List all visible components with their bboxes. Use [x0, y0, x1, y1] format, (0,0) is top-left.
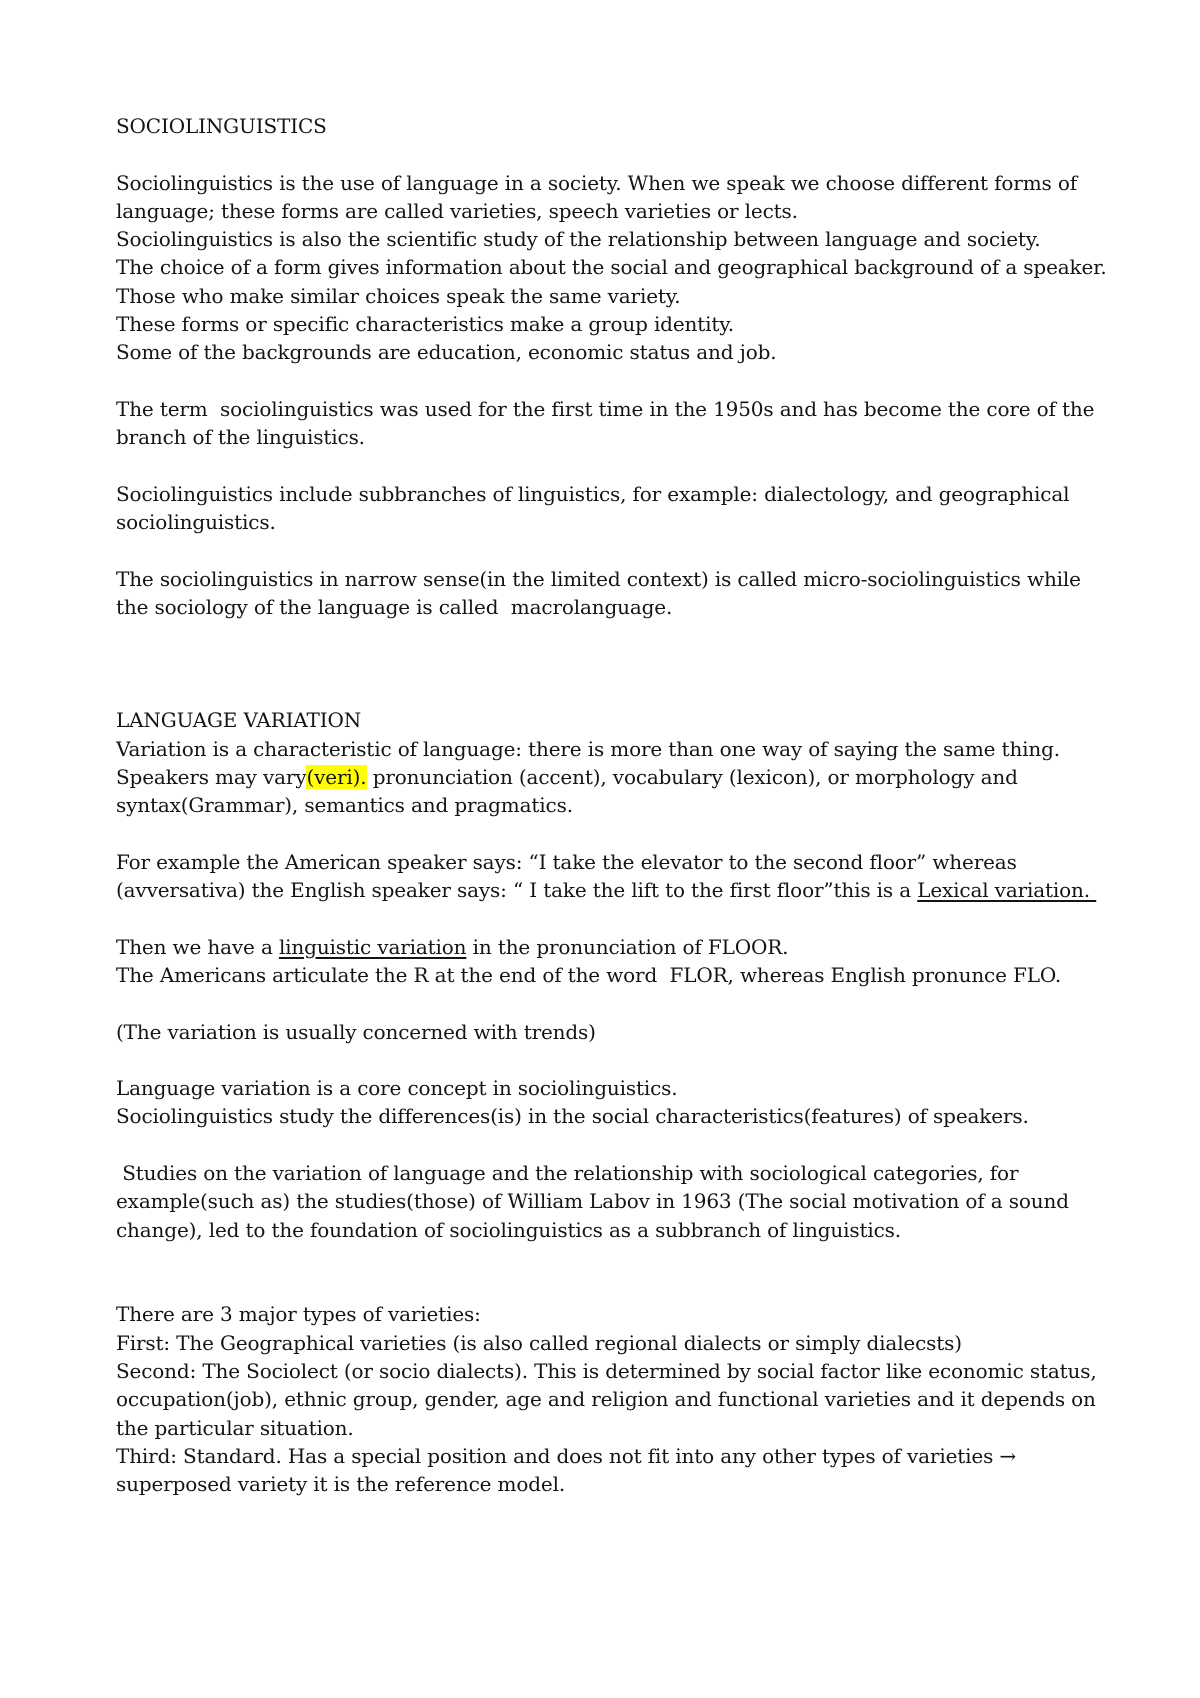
text-line: superposed variety it is the reference model.: [116, 1472, 566, 1497]
text-line: Some of the backgrounds are education, economic status and job.: [116, 340, 777, 365]
text-line: branch of the linguistics.: [116, 425, 365, 450]
text-line: Third: Standard. Has a special position and does not fit into any other types of varieties →: [116, 1443, 1017, 1468]
text-line: The sociolinguistics in narrow sense(in the limited context) is called micro-sociolinguistics while: [116, 566, 1081, 591]
text-line: The Americans articulate the R at the end of the word FLOR, whereas English pronunce FLO.: [116, 962, 1062, 987]
paragraph-term-history: [116, 395, 1096, 452]
text-line: Sociolinguistics is also the scientific study of the relationship between language and society.: [116, 227, 1041, 252]
text-line: Sociolinguistics study the differences(is) in the social characteristics(features) of speakers.: [116, 1104, 1029, 1129]
text-line: Studies on the variation of language and the relationship with sociological categories, for: [116, 1160, 1019, 1185]
text-line: (The variation is usually concerned with trends): [116, 1019, 596, 1044]
text-line: language; these forms are called varieties, speech varieties or lects.: [116, 198, 798, 223]
text-line: There are 3 major types of varieties:: [116, 1302, 481, 1327]
text-span: pronunciation (accent), vocabulary (lexicon), or morphology and: [366, 764, 1018, 789]
text-line: syntax(Grammar), semantics and pragmatics.: [116, 793, 573, 818]
paragraph-definition: [116, 169, 1107, 367]
text-line: Sociolinguistics include subbranches of linguistics, for example: dialectology, and geographical: [116, 481, 1070, 506]
text-line: the particular situation.: [116, 1415, 354, 1440]
text-line: The term sociolinguistics was used for the first time in the 1950s and has become the core of the: [116, 396, 1095, 421]
text-line: These forms or specific characteristics make a group identity.: [116, 312, 734, 337]
text-line: Second: The Sociolect (or socio dialects). This is determined by social factor like economic status,: [116, 1359, 1097, 1384]
text-line: sociolinguistics.: [116, 510, 276, 535]
text-line: The choice of a form gives information about the social and geographical background of a speaker.: [116, 255, 1107, 280]
text-line: example(such as) the studies(those) of William Labov in 1963 (The social motivation of a sound: [116, 1189, 1069, 1214]
paragraph-micro-macro: [116, 565, 1096, 622]
text-line: the sociology of the language is called macrolanguage.: [116, 595, 673, 620]
highlighted-text: (veri).: [306, 764, 367, 789]
heading-sociolinguistics: SOCIOLINGUISTICS: [116, 114, 327, 138]
text-line: Language variation is a core concept in sociolinguistics.: [116, 1076, 678, 1101]
text-line: occupation(job), ethnic group, gender, age and religion and functional varieties and it depends on: [116, 1387, 1096, 1412]
text-line: [116, 763, 1096, 791]
text-span: Then we have a: [116, 934, 279, 959]
paragraph-subbranches: [116, 480, 1096, 537]
text-line: change), led to the foundation of sociolinguistics as a subbranch of linguistics.: [116, 1217, 901, 1242]
document-page: [116, 112, 1107, 1499]
paragraph-varieties: [116, 1300, 1096, 1498]
text-line: Those who make similar choices speak the same variety.: [116, 283, 681, 308]
text-span: in the pronunciation of FLOOR.: [466, 934, 789, 959]
text-line: First: The Geographical varieties (is also called regional dialects or simply dialecsts): [116, 1330, 962, 1355]
text-line: [116, 876, 1096, 904]
text-span: Speakers may vary: [116, 764, 307, 789]
text-line: For example the American speaker says: “I take the elevator to the second floor” whereas: [116, 849, 1017, 874]
paragraph-core-concept: [116, 1074, 1096, 1131]
heading-language-variation: LANGUAGE VARIATION: [116, 708, 362, 733]
paragraph-labov: [116, 1159, 1096, 1244]
text-span: (avversativa) the English speaker says: “ I take the lift to the first floor”this is a: [116, 878, 918, 903]
text-line: [116, 933, 1096, 961]
text-line: Variation is a characteristic of language: there is more than one way of saying the same thing.: [116, 736, 1061, 761]
underlined-text: linguistic variation: [278, 934, 467, 959]
text-line: Sociolinguistics is the use of language in a society. When we speak we choose different forms of: [116, 170, 1077, 195]
underlined-text: Lexical variation.: [917, 878, 1097, 903]
